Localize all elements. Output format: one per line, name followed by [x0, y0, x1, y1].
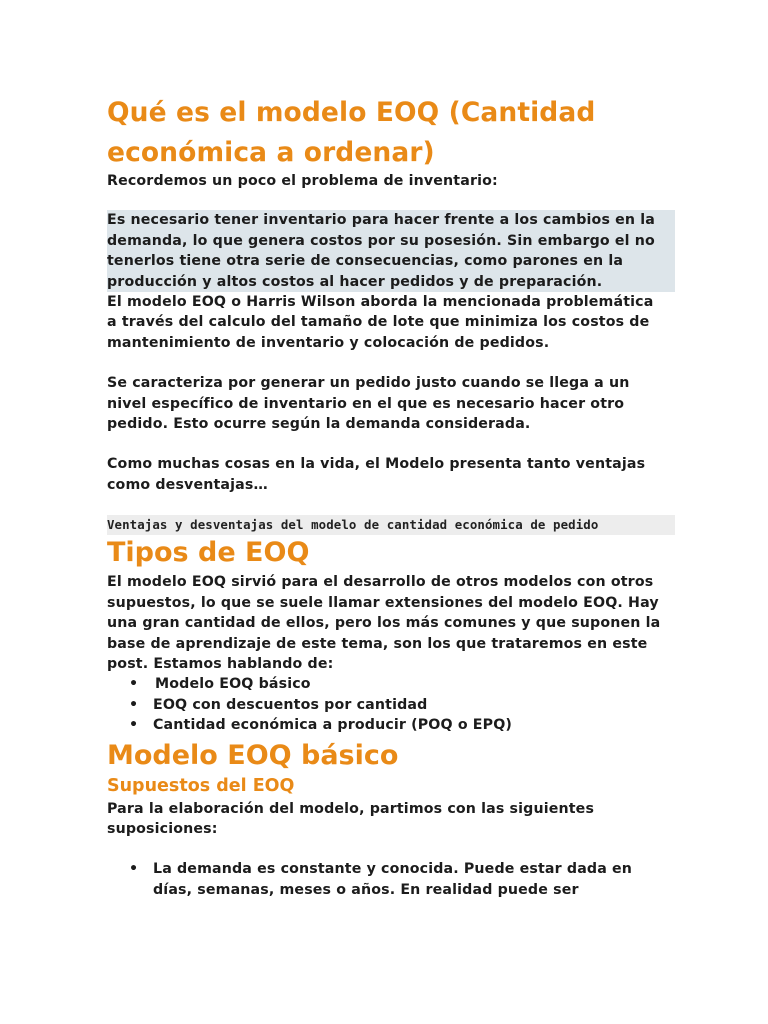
paragraph-types: El modelo EOQ sirvió para el desarrollo de otros modelos con otros supuestos, lo que se suele llamar extensiones del modelo EOQ. Hay una gran cantidad de ellos, pero los más comunes y que suponen la base de aprendizaje de este tema, son los que trataremos en este post. Estamos hablando de:: [107, 574, 661, 672]
bullet-icon: •: [129, 717, 139, 734]
paragraph-assumptions-intro: Para la elaboración del modelo, partimos con las siguientes suposiciones:: [107, 800, 595, 837]
list-item: [107, 695, 667, 715]
bullet-icon: •: [129, 861, 139, 878]
paragraph-eoq-definition: El modelo EOQ o Harris Wilson aborda la mencionada problemática a través del calculo del tamaño de lote que minimiza los costos de mantenimiento de inventario y colocación de pedidos.: [107, 294, 654, 351]
list-item: [107, 674, 667, 694]
types-list: [107, 674, 667, 735]
list-item-text: EOQ con descuentos por cantidad: [153, 696, 428, 713]
spacer: [107, 839, 667, 859]
paragraph-characteristics: Se caracteriza por generar un pedido justo cuando se llega a un nivel específico de inventario en el que es necesario hacer otro pedido. Esto ocurre según la demanda considerada.: [107, 375, 630, 433]
paragraph-pros-cons: Como muchas cosas en la vida, el Modelo presenta tanto ventajas como desventajas…: [107, 456, 646, 493]
subsection-title-assumptions: Supuestos del EOQ: [107, 775, 295, 796]
list-item: [107, 859, 667, 900]
spacer: [107, 434, 667, 454]
spacer: [107, 353, 667, 373]
list-item-text: Cantidad económica a producir (POQ o EPQ): [153, 717, 513, 734]
section-title-basic-model: Modelo EOQ básico: [107, 739, 399, 771]
assumptions-list: [107, 859, 667, 900]
image-caption: Ventajas y desventajas del modelo de cantidad económica de pedido: [107, 515, 675, 535]
intro-paragraph: Recordemos un poco el problema de inventario:: [107, 173, 498, 189]
spacer: [107, 495, 667, 515]
page-title: Qué es el modelo EOQ (Cantidad económica a ordenar): [107, 97, 596, 168]
section-title-types: Tipos de EOQ: [107, 537, 310, 569]
blockquote: Es necesario tener inventario para hacer frente a los cambios en la demanda, lo que genera costos por su posesión. Sin embargo el no tenerlos tiene otra serie de consecuencias, como parones en la producción y altos costos al hacer pedidos y de preparación.: [107, 210, 675, 292]
bullet-icon: •: [129, 676, 139, 693]
article-content: [107, 93, 667, 900]
bullet-icon: •: [129, 696, 139, 713]
list-item-text: La demanda es constante y conocida. Puede estar dada en días, semanas, meses o años. En realidad puede ser: [153, 861, 633, 898]
spacer: [107, 191, 667, 211]
list-item: [107, 715, 667, 735]
list-item-text: Modelo EOQ básico: [155, 676, 311, 693]
